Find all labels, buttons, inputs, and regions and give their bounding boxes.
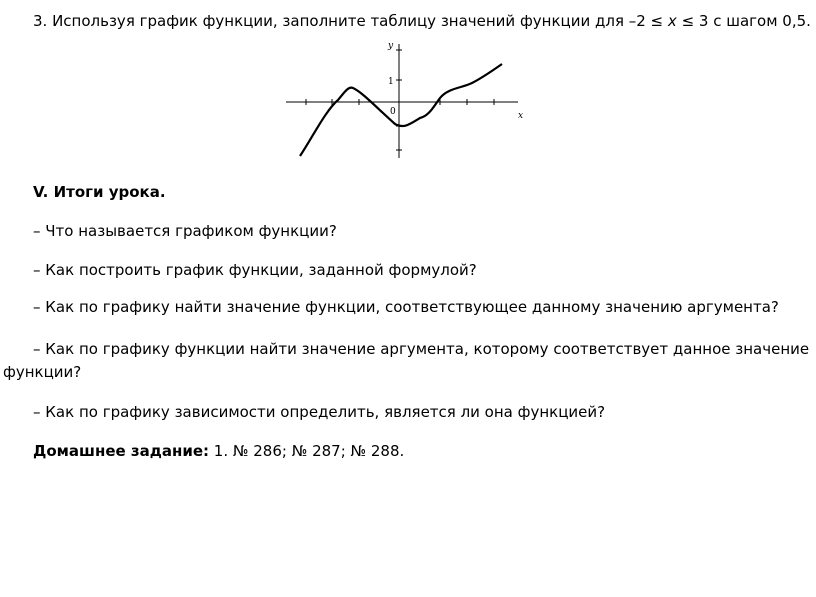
homework — [33, 441, 404, 461]
question-5: – Как по графику зависимости определить, является ли она функцией? — [33, 403, 606, 421]
origin-label: 0 — [390, 107, 396, 117]
x-axis-label: x — [518, 111, 524, 121]
section-title: V. Итоги урока. — [33, 183, 166, 201]
question-4-line-1: – Как по графику функции найти значение аргумента, которому соответствует данное значение — [33, 340, 810, 358]
homework-text: 1. № 286; № 287; № 288. — [209, 442, 405, 460]
question-3: – Как по графику найти значение функции, соответствующее данному значению аргумента? — [33, 298, 779, 316]
y-axis-label: y — [388, 41, 394, 51]
task-prefix: 3. Используя график функции, заполните таблицу значений функции для –2 ≤ — [33, 12, 668, 30]
question-4-line-2: функции? — [3, 363, 82, 381]
function-graph — [282, 38, 530, 160]
task-text — [33, 11, 811, 31]
question-1: – Что называется графиком функции? — [33, 222, 337, 240]
y-one-label: 1 — [388, 77, 394, 87]
homework-label: Домашнее задание: — [33, 442, 210, 460]
question-2: – Как построить график функции, заданной формулой? — [33, 261, 477, 279]
function-curve — [300, 64, 502, 156]
task-variable: x — [667, 12, 677, 30]
task-suffix: ≤ 3 с шагом 0,5. — [676, 12, 811, 30]
